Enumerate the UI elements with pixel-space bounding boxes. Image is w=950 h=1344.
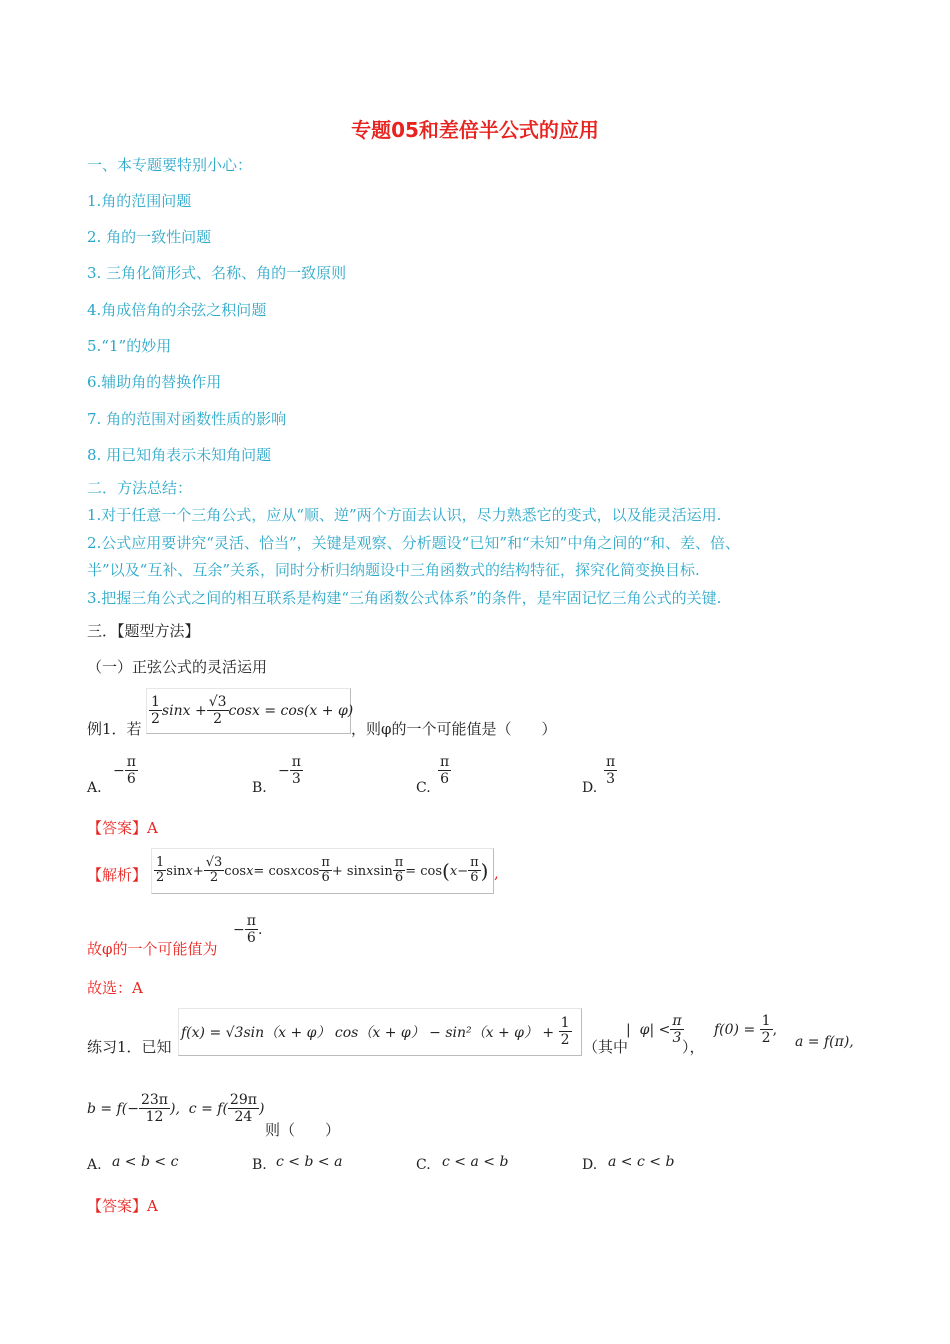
example1-suffix: ，则φ的一个可能值是（ ） xyxy=(351,720,557,738)
method-line: 2.公式应用要讲究“灵活、恰当”，关键是观察、分析题设“已知”和“未知”中角之间的“和、差、倍、 xyxy=(87,534,740,552)
practice1-condition: | φ | < $\frac{\pi}{3}$ xyxy=(626,1013,682,1047)
practice1-prefix: 练习1．已知 xyxy=(87,1038,172,1056)
analysis-equation: $\frac{1}{2}$ sin x + $\frac{√3}{2}$ cos x = cos x cos $\frac{\pi}{6}$ + sin x sin $\frac{\pi}{6}$ = cos ( x − $\frac{\pi}{6}$ ) xyxy=(151,848,494,894)
practice-option-d: a < c < b xyxy=(608,1154,675,1170)
option-label: C. xyxy=(416,1157,431,1173)
list-item: 2. 角的一致性问题 xyxy=(87,228,212,246)
list-item: 5.“1”的妙用 xyxy=(87,337,172,355)
practice-option-b: c < b < a xyxy=(276,1154,343,1170)
answer-line: 【答案】A xyxy=(87,819,158,837)
option-label: A. xyxy=(87,780,102,796)
option-label: D. xyxy=(582,1157,598,1173)
analysis-comma: , xyxy=(494,864,499,882)
list-item: 3. 三角化简形式、名称、角的一致原则 xyxy=(87,264,347,282)
practice1-then: 则（ ） xyxy=(265,1121,341,1139)
option-a-value: − $\frac{\pi}{6}$ xyxy=(113,754,136,788)
practice-answer-line: 【答案】A xyxy=(87,1197,158,1215)
chosen-line: 故选：A xyxy=(87,979,143,997)
practice-option-a: a < b < c xyxy=(112,1154,179,1170)
example1-equation: $\frac{1}{2}$ sinx + $\frac{√3}{2}$ cosx = cos(x + φ) xyxy=(146,688,351,734)
method-line: 3.把握三角公式之间的相互联系是构建“三角函数公式体系”的条件，是牢固记忆三角公式的关键. xyxy=(87,589,722,607)
practice1-mid: （其中 xyxy=(583,1038,629,1056)
section3-subheading: （一）正弦公式的灵活运用 xyxy=(87,658,268,676)
option-label: D. xyxy=(582,780,598,796)
option-label: A. xyxy=(87,1157,102,1173)
option-b-value: − $\frac{\pi}{3}$ xyxy=(278,754,301,788)
conclusion-value: − $\frac{\pi}{6}$ . xyxy=(233,913,263,947)
list-item: 7. 角的范围对函数性质的影响 xyxy=(87,410,287,428)
list-item: 8. 用已知角表示未知角问题 xyxy=(87,446,272,464)
practice1-a-def: a = f(π), xyxy=(795,1034,854,1050)
section2-heading: 二．方法总结： xyxy=(87,479,193,497)
section3-heading: 三．【题型方法】 xyxy=(87,622,200,640)
page-title: 专题05和差倍半公式的应用 xyxy=(351,118,599,142)
practice1-equation: f(x) = √3sin（x + φ） cos（x + φ） − sin²（x + φ） + $\frac{1}{2}$ xyxy=(178,1008,582,1056)
practice1-bc-def: b = f(− $\frac{23\pi}{12}$ ), c = f( $\frac{29\pi}{24}$ ) xyxy=(87,1092,265,1126)
practice1-f0: f(0) = $\frac{1}{2}$ , xyxy=(714,1013,778,1047)
method-line: 半”以及“互补、互余”关系，同时分析归纳题设中三角函数式的结构特征，探究化简变换目标. xyxy=(87,561,700,579)
practice1-close: ）， xyxy=(682,1038,705,1056)
option-label: B. xyxy=(252,1157,267,1173)
practice-option-c: c < a < b xyxy=(442,1154,509,1170)
option-label: B. xyxy=(252,780,267,796)
option-d-value: $\frac{\pi}{3}$ xyxy=(606,754,616,788)
method-line: 1.对于任意一个三角公式，应从“顺、逆”两个方面去认识，尽力熟悉它的变式，以及能灵活运用. xyxy=(87,506,722,524)
option-c-value: $\frac{\pi}{6}$ xyxy=(440,754,450,788)
conclusion-prefix: 故φ的一个可能值为 xyxy=(87,940,218,958)
example1-prefix: 例1．若 xyxy=(87,720,142,738)
list-item: 1.角的范围问题 xyxy=(87,192,192,210)
list-item: 4.角成倍角的余弦之积问题 xyxy=(87,301,267,319)
analysis-tag: 【解析】 xyxy=(87,866,148,884)
option-label: C. xyxy=(416,780,431,796)
list-item: 6.辅助角的替换作用 xyxy=(87,373,222,391)
section1-heading: 一、本专题要特别小心： xyxy=(87,156,253,174)
